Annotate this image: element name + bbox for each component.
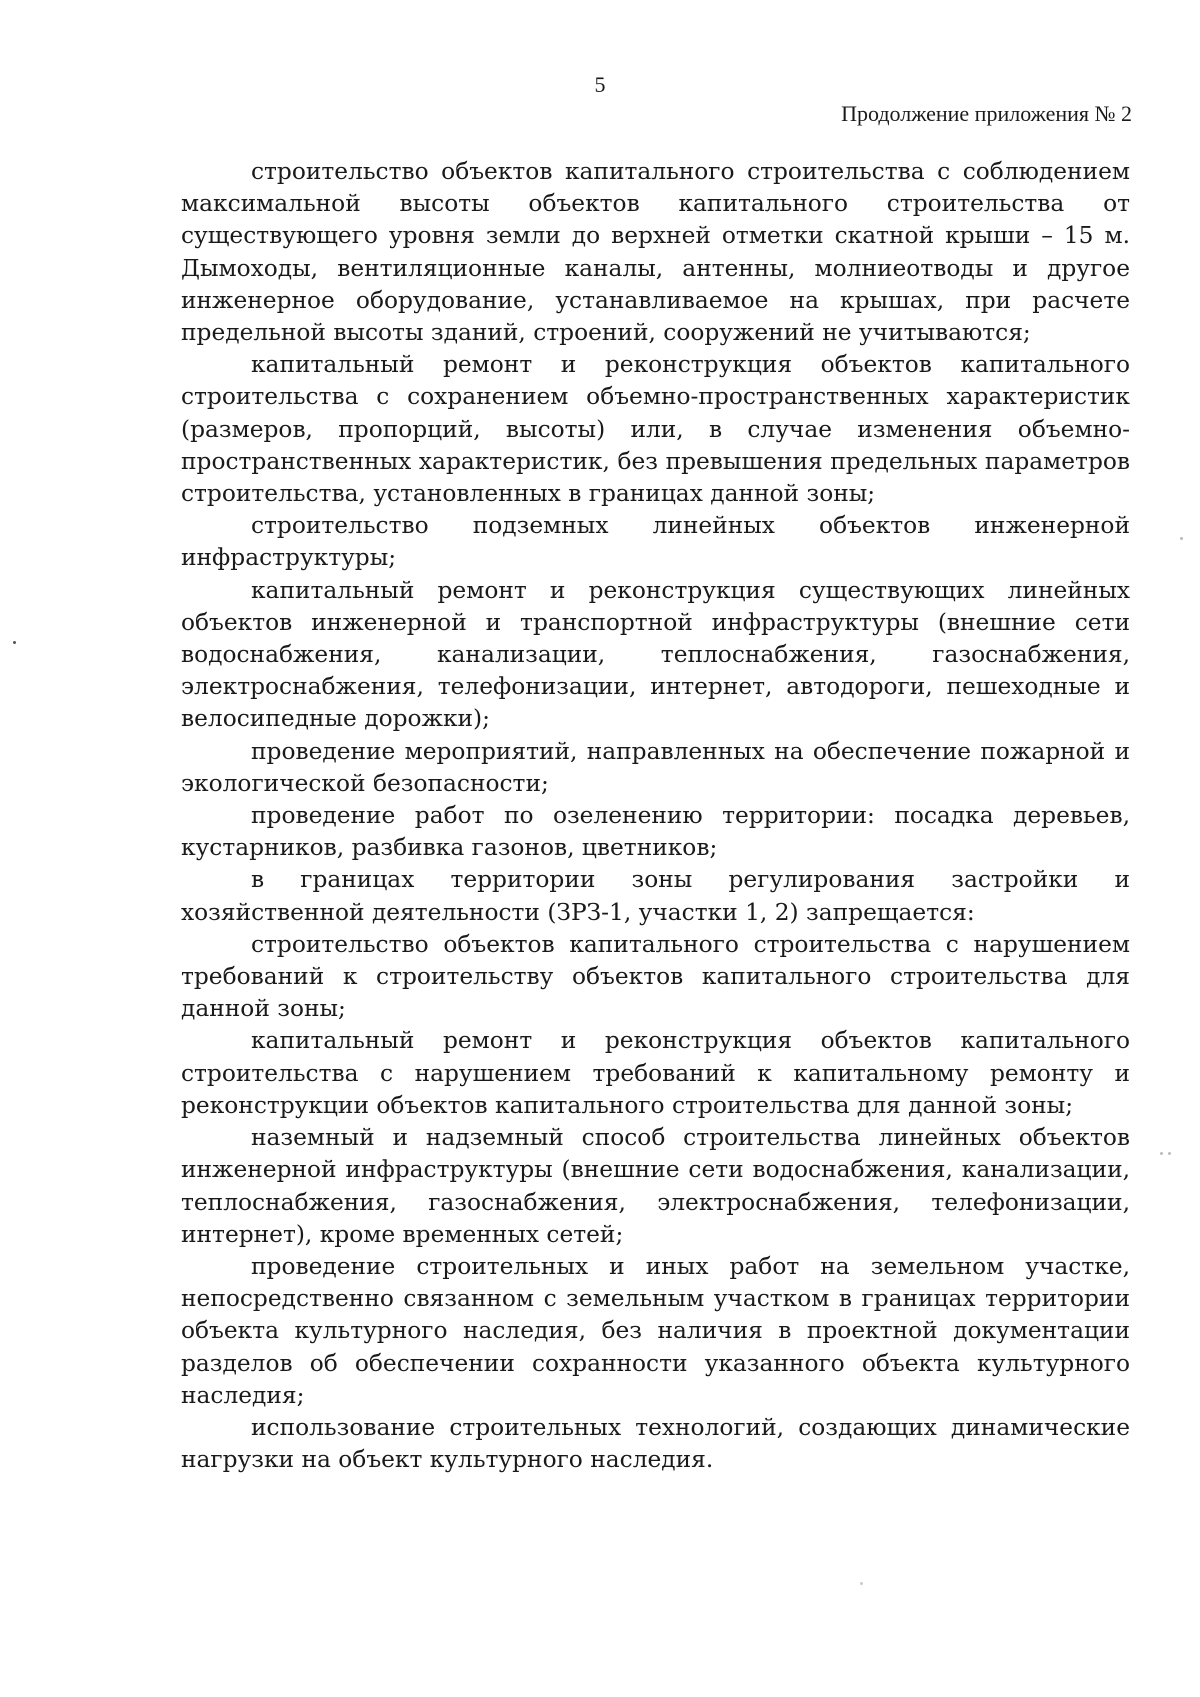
scan-speck bbox=[1160, 1152, 1163, 1155]
paragraph: капитальный ремонт и реконструкция существующих линейных объектов инженерной и транспортной инфраструктуры (внешние сети водоснабжения, канализации, теплоснабжения, газоснабжения, электроснабжения, телефонизации, интернет, автодороги, пешеходные и велосипедные дорожки); bbox=[181, 576, 1130, 733]
paragraph: наземный и надземный способ строительства линейных объектов инженерной инфраструктуры (внешние сети водоснабжения, канализации, теплоснабжения, газоснабжения, электроснабжения, телефонизации, интернет), кроме временных сетей; bbox=[181, 1124, 1130, 1248]
document-body bbox=[181, 156, 1130, 1476]
paragraph: использование строительных технологий, создающих динамические нагрузки на объект культурного наследия. bbox=[181, 1413, 1130, 1474]
paragraph: капитальный ремонт и реконструкция объектов капитального строительства с сохранением объемно-пространственных характеристик (размеров, пропорций, высоты) или, в случае изменения объемно-пространственных характеристик, без превышения предельных параметров строительства, установленных в границах данной зоны; bbox=[181, 351, 1130, 508]
appendix-continuation-note: Продолжение приложения № 2 bbox=[841, 101, 1132, 126]
scan-speck bbox=[13, 641, 16, 644]
paragraph: проведение мероприятий, направленных на обеспечение пожарной и экологической безопасности; bbox=[181, 737, 1130, 797]
paragraph: проведение строительных и иных работ на земельном участке, непосредственно связанном с земельным участком в границах территории объекта культурного наследия, без наличия в проектной документации разделов об обеспечении сохранности указанного объекта культурного наследия; bbox=[181, 1252, 1130, 1409]
paragraph: проведение работ по озеленению территории: посадка деревьев, кустарников, разбивка газонов, цветников; bbox=[181, 802, 1130, 862]
paragraph: строительство подземных линейных объектов инженерной инфраструктуры; bbox=[181, 512, 1130, 572]
page-number: 5 bbox=[594, 72, 606, 97]
paragraph: строительство объектов капитального строительства с нарушением требований к строительству объектов капитального строительства для данной зоны; bbox=[181, 930, 1130, 1023]
paragraph: строительство объектов капитального строительства с соблюдением максимальной высоты объектов капитального строительства от существующего уровня земли до верхней отметки скатной крыши – 15 м. Дымоходы, вентиляционные каналы, антенны, молниеотводы и другое инженерное оборудование, устанавливаемое на крышах, при расчете предельной высоты зданий, строений, сооружений не учитываются; bbox=[181, 158, 1130, 347]
scan-speck bbox=[1168, 1152, 1171, 1155]
paragraph: капитальный ремонт и реконструкция объектов капитального строительства с нарушением требований к капитальному ремонту и реконструкции объектов капитального строительства для данной зоны; bbox=[181, 1027, 1130, 1119]
paragraph: в границах территории зоны регулирования застройки и хозяйственной деятельности (ЗРЗ-1, участки 1, 2) запрещается: bbox=[181, 866, 1130, 926]
scan-speck bbox=[860, 1582, 863, 1585]
scan-speck bbox=[1180, 537, 1183, 540]
